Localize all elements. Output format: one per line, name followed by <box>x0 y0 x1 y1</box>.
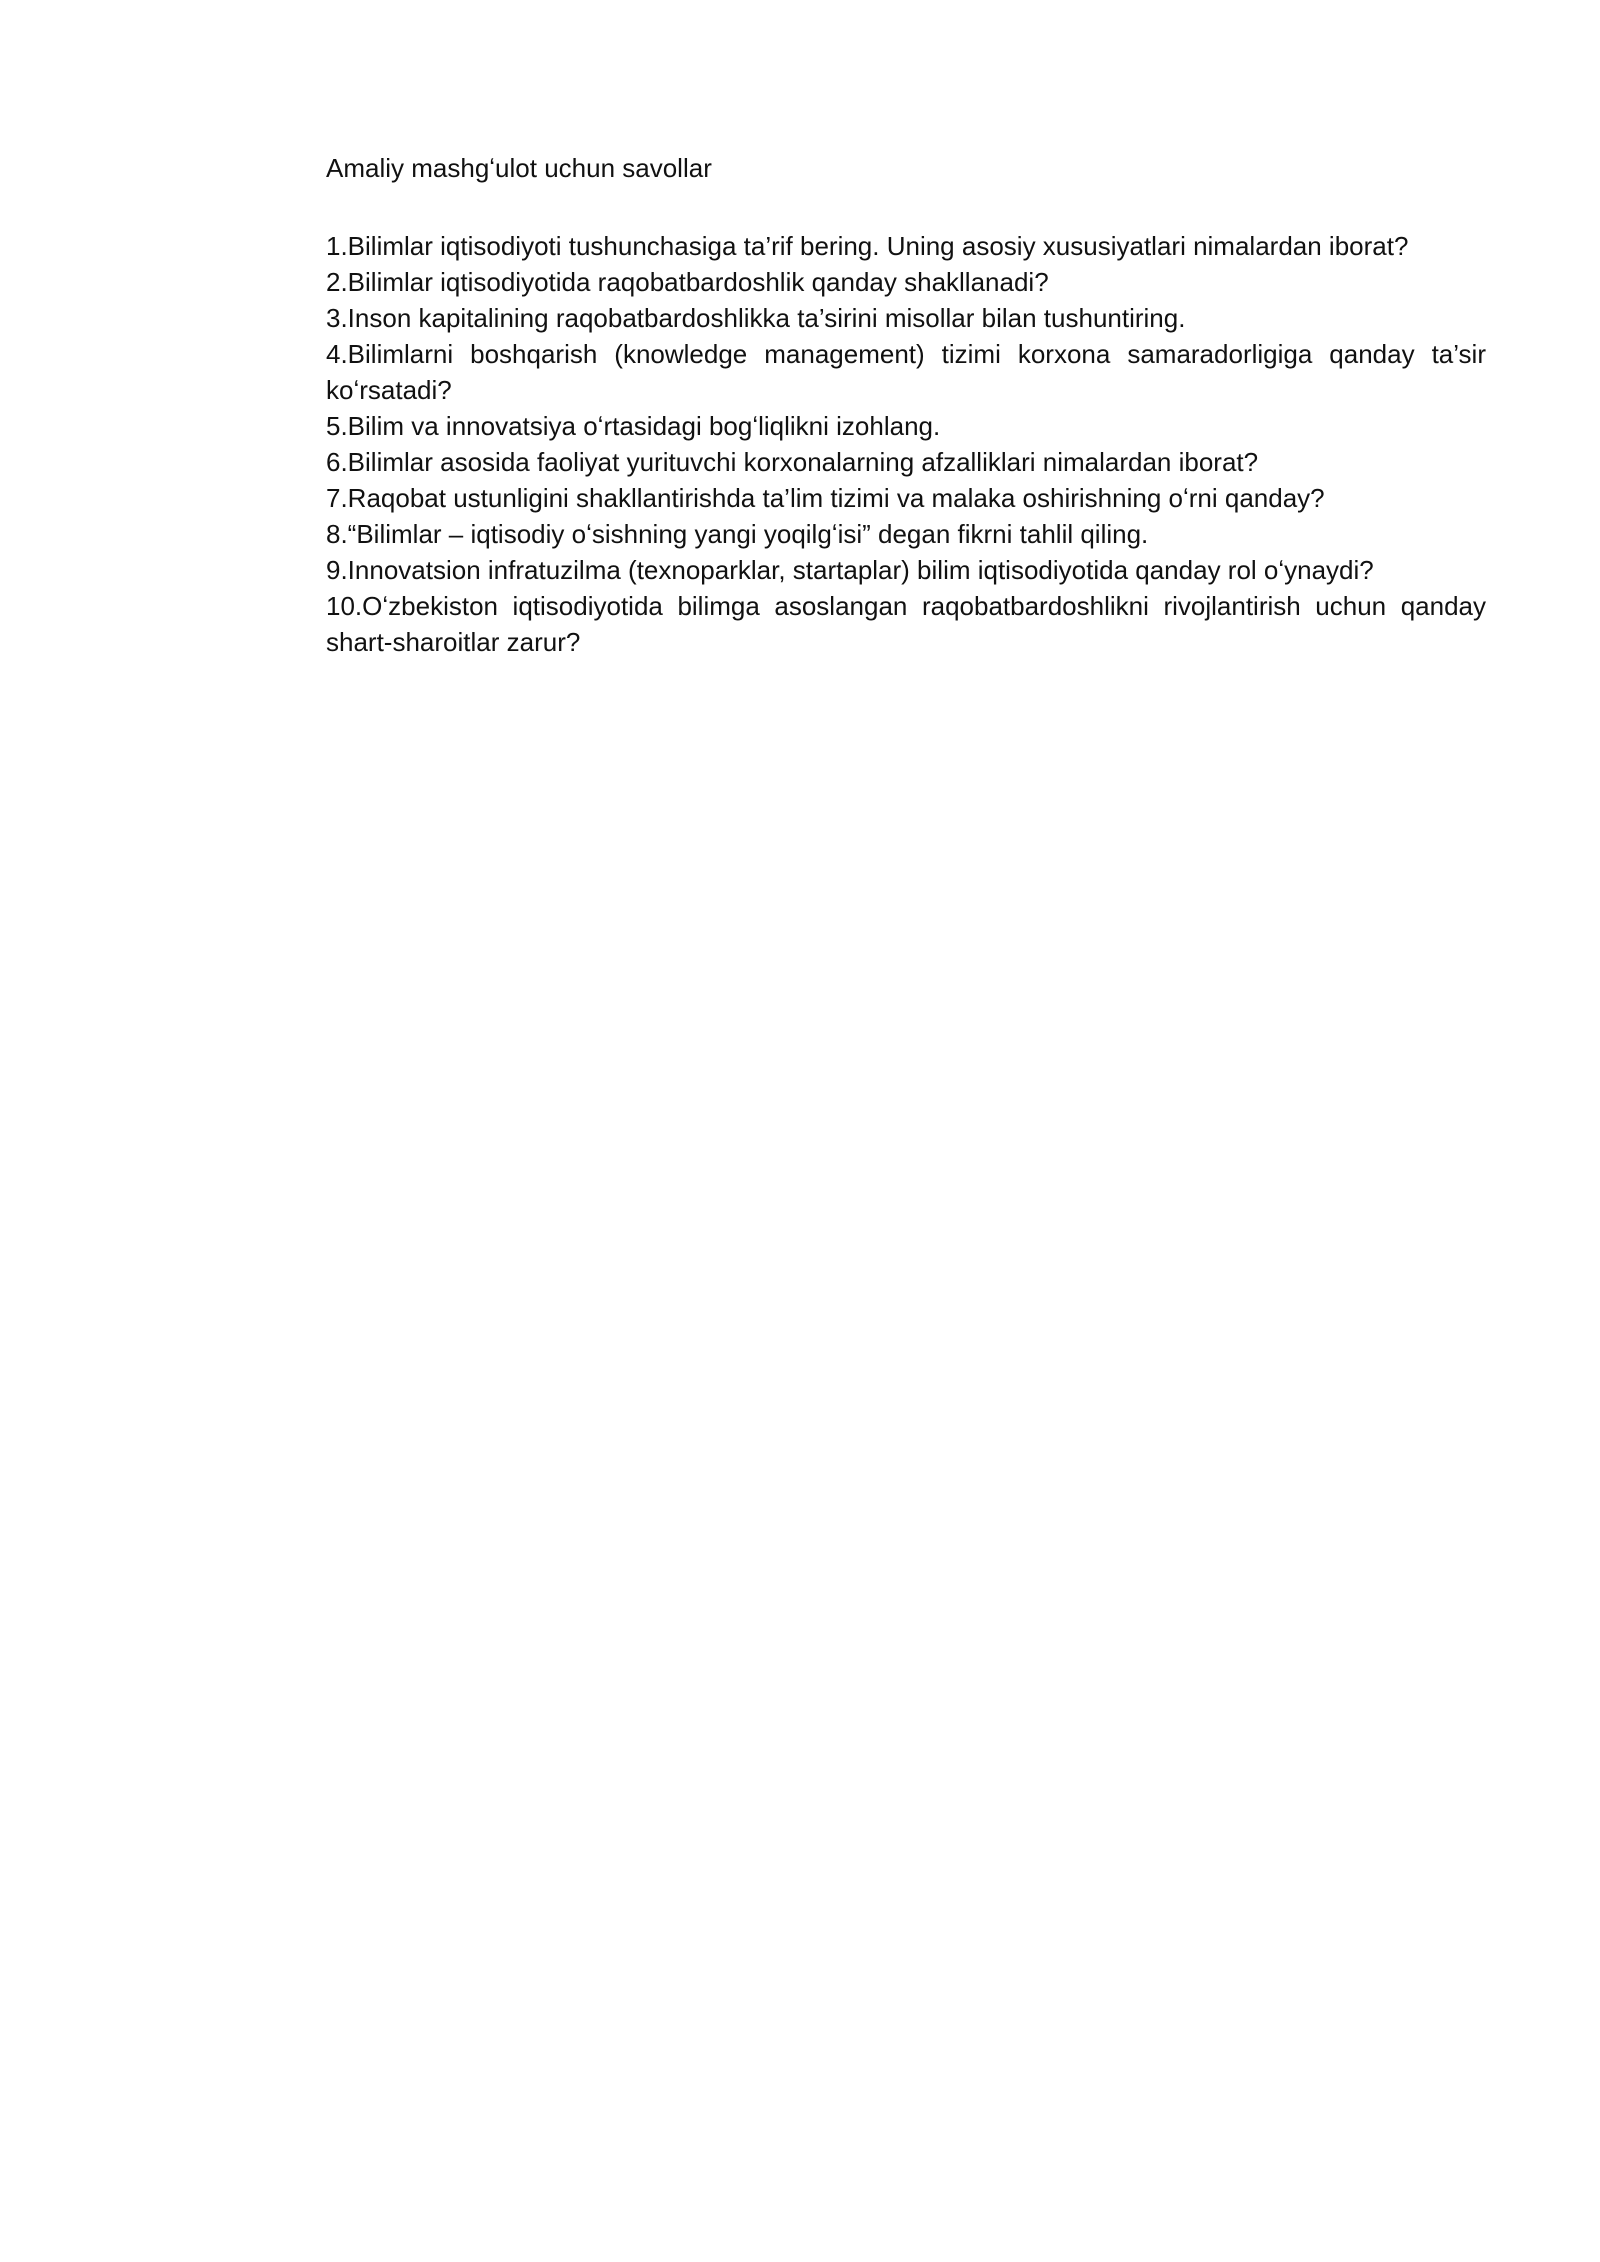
question-item-3: 3.Inson kapitalining raqobatbardoshlikka ta’sirini misollar bilan tushuntiring. <box>326 303 1186 333</box>
question-item-2: 2.Bilimlar iqtisodiyotida raqobatbardoshlik qanday shakllanadi? <box>326 267 1049 297</box>
question-item-8: 8.“Bilimlar – iqtisodiy oʻsishning yangi yoqilgʻisi” degan fikrni tahlil qiling. <box>326 519 1149 549</box>
document-content <box>326 150 1486 660</box>
question-item-7: 7.Raqobat ustunligini shakllantirishda ta’lim tizimi va malaka oshirishning oʻrni qanday? <box>326 483 1325 513</box>
question-list <box>326 228 1486 660</box>
document-title: Amaliy mashgʻulot uchun savollar <box>326 153 712 183</box>
question-item-6: 6.Bilimlar asosida faoliyat yurituvchi korxonalarning afzalliklari nimalardan iborat? <box>326 447 1259 477</box>
question-item-4: 4.Bilimlarni boshqarish (knowledge management) tizimi korxona samaradorligiga qanday ta’sir koʻrsatadi? <box>326 339 1486 405</box>
question-item-9: 9.Innovatsion infratuzilma (texnoparklar, startaplar) bilim iqtisodiyotida qanday rol oʻynaydi? <box>326 555 1374 585</box>
question-item-10: 10.Oʻzbekiston iqtisodiyotida bilimga asoslangan raqobatbardoshlikni rivojlantirish uchun qanday shart-sharoitlar zarur? <box>326 591 1486 657</box>
question-item-5: 5.Bilim va innovatsiya oʻrtasidagi bogʻliqlikni izohlang. <box>326 411 941 441</box>
question-item-1: 1.Bilimlar iqtisodiyoti tushunchasiga ta’rif bering. Uning asosiy xususiyatlari nimalardan iborat? <box>326 231 1409 261</box>
